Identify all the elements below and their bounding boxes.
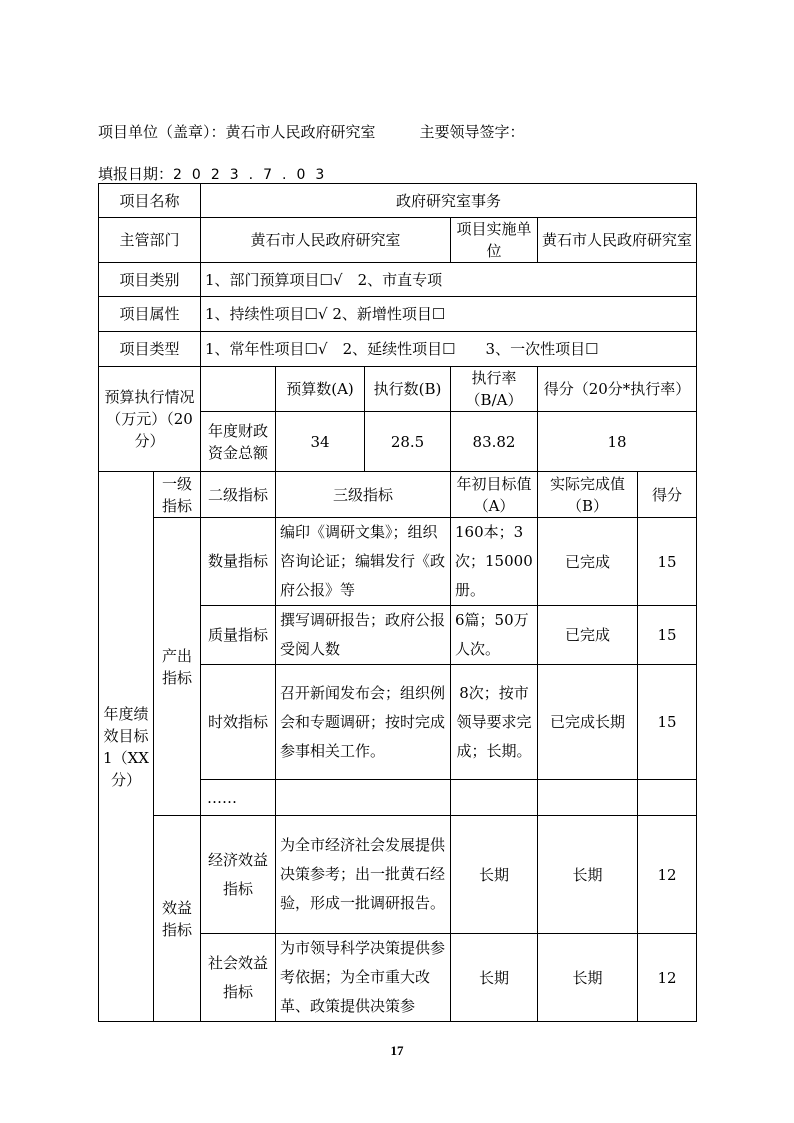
row-actual bbox=[538, 780, 638, 816]
header-unit-line bbox=[98, 121, 525, 142]
perf-h6: 得分 bbox=[638, 472, 697, 518]
performance-table bbox=[98, 183, 697, 1022]
project-name-value: 政府研究室事务 bbox=[201, 184, 697, 218]
perf-h5: 实际完成值（B） bbox=[538, 472, 638, 518]
date-label: 填报日期： bbox=[98, 165, 174, 183]
budget-row-label: 年度财政资金总额 bbox=[201, 412, 276, 472]
row-l3: 为全市经济社会发展提供决策参考；出一批黄石经验，形成一批调研报告。 bbox=[276, 816, 451, 934]
row-l3: 召开新闻发布会；组织例会和专题调研；按时完成参事相关工作。 bbox=[276, 665, 451, 780]
row-score bbox=[638, 780, 697, 816]
signature-label: 主要领导签字： bbox=[419, 123, 525, 141]
impl-unit-value: 黄石市人民政府研究室 bbox=[538, 218, 697, 263]
header-date-line bbox=[98, 163, 334, 184]
category-value: 1、部门预算项目☐√ 2、市直专项 bbox=[201, 263, 697, 297]
budget-label: 预算执行情况（万元）（20分） bbox=[99, 367, 201, 472]
attribute-label: 项目属性 bbox=[99, 297, 201, 332]
row-score: 15 bbox=[638, 518, 697, 606]
row-actual: 长期 bbox=[538, 816, 638, 934]
budget-col-rate: 执行率（B/A） bbox=[451, 367, 538, 412]
row-l3: 编印《调研文集》；组织咨询论证；编辑发行《政府公报》等 bbox=[276, 518, 451, 606]
row-score: 12 bbox=[638, 816, 697, 934]
row-l2: 数量指标 bbox=[201, 518, 276, 606]
type-value: 1、常年性项目☐√ 2、延续性项目☐ 3、一次性项目☐ bbox=[201, 332, 697, 367]
row-target: 8次；按市领导要求完成；长期。 bbox=[451, 665, 538, 780]
date-value: 2023.7.03 bbox=[173, 167, 335, 183]
page-number: 17 bbox=[390, 1043, 404, 1058]
budget-a: 34 bbox=[276, 412, 365, 472]
dept-label: 主管部门 bbox=[99, 218, 201, 263]
project-name-label: 项目名称 bbox=[99, 184, 201, 218]
row-actual: 长期 bbox=[538, 934, 638, 1022]
category-label: 项目类别 bbox=[99, 263, 201, 297]
row-l2: 时效指标 bbox=[201, 665, 276, 780]
perf-label: 年度绩效目标1（XX分） bbox=[99, 472, 154, 1022]
row-actual: 已完成 bbox=[538, 518, 638, 606]
output-label: 产出指标 bbox=[154, 518, 201, 816]
budget-rate: 83.82 bbox=[451, 412, 538, 472]
benefit-label: 效益指标 bbox=[154, 816, 201, 1022]
unit-value: 黄石市人民政府研究室 bbox=[225, 123, 376, 141]
row-l3: 为市领导科学决策提供参考依据；为全市重大改革、政策提供决策参 bbox=[276, 934, 451, 1022]
perf-h1: 一级指标 bbox=[154, 472, 201, 518]
perf-h3: 三级指标 bbox=[276, 472, 451, 518]
row-target: 长期 bbox=[451, 934, 538, 1022]
budget-score: 18 bbox=[538, 412, 697, 472]
unit-label: 项目单位（盖章）： bbox=[98, 123, 226, 141]
row-score: 15 bbox=[638, 606, 697, 665]
row-l3 bbox=[276, 780, 451, 816]
row-l2: 经济效益指标 bbox=[201, 816, 276, 934]
row-l2: 质量指标 bbox=[201, 606, 276, 665]
row-l2: …… bbox=[201, 780, 276, 816]
budget-col-a: 预算数(A) bbox=[276, 367, 365, 412]
row-l3: 撰写调研报告；政府公报受阅人数 bbox=[276, 606, 451, 665]
row-score: 12 bbox=[638, 934, 697, 1022]
row-target: 6篇；50万人次。 bbox=[451, 606, 538, 665]
row-target: 长期 bbox=[451, 816, 538, 934]
type-label: 项目类型 bbox=[99, 332, 201, 367]
budget-col-score: 得分（20分*执行率） bbox=[538, 367, 697, 412]
row-l2: 社会效益指标 bbox=[201, 934, 276, 1022]
row-target bbox=[451, 780, 538, 816]
perf-h2: 二级指标 bbox=[201, 472, 276, 518]
row-actual: 已完成长期 bbox=[538, 665, 638, 780]
perf-h4: 年初目标值（A） bbox=[451, 472, 538, 518]
budget-empty-header bbox=[201, 367, 276, 412]
budget-col-b: 执行数(B) bbox=[365, 367, 451, 412]
attribute-value: 1、持续性项目☐√ 2、新增性项目☐ bbox=[201, 297, 697, 332]
row-actual: 已完成 bbox=[538, 606, 638, 665]
row-target: 160本；3次；15000册。 bbox=[451, 518, 538, 606]
budget-b: 28.5 bbox=[365, 412, 451, 472]
row-score: 15 bbox=[638, 665, 697, 780]
impl-unit-label: 项目实施单位 bbox=[451, 218, 538, 263]
dept-value: 黄石市人民政府研究室 bbox=[201, 218, 451, 263]
